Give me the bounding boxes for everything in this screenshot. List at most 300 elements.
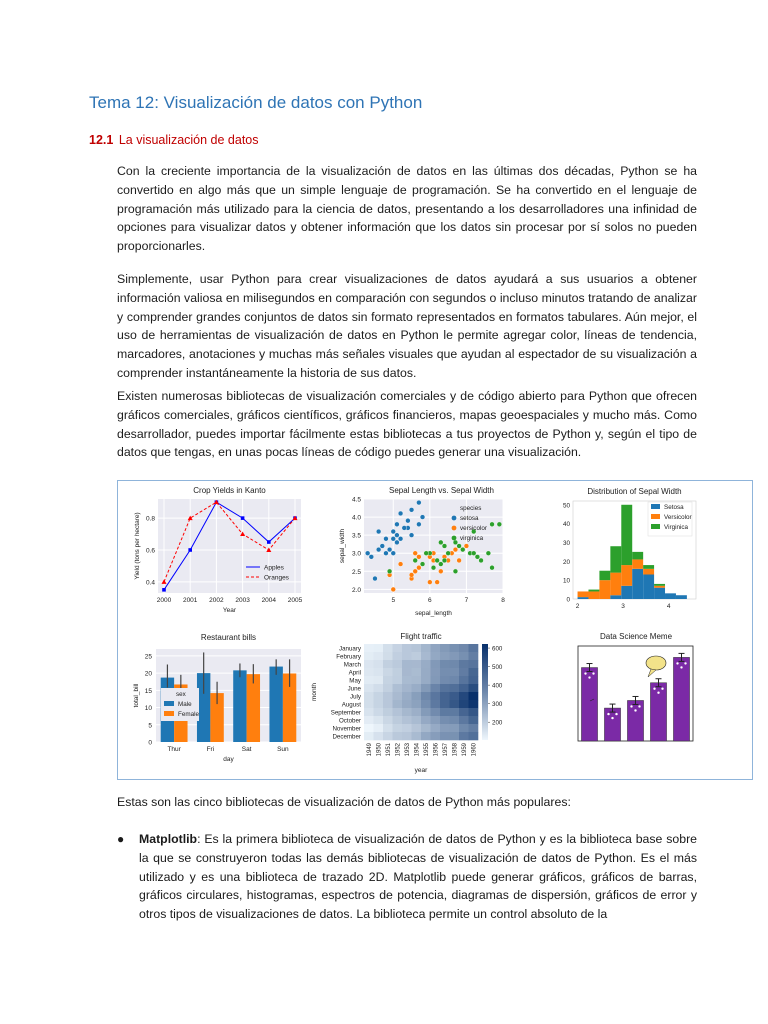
heatmap-row-label: September bbox=[330, 709, 361, 717]
scatter-point bbox=[416, 522, 421, 527]
meme-dot bbox=[615, 713, 617, 715]
scatter-point bbox=[395, 522, 400, 527]
heatmap-colorbar bbox=[482, 644, 488, 740]
heatmap-cell bbox=[431, 676, 441, 684]
heatmap-cell bbox=[402, 644, 412, 652]
scatter-point bbox=[427, 580, 432, 585]
crop-legend-label: Apples bbox=[264, 564, 284, 572]
meme-dot bbox=[592, 672, 594, 674]
hist-bar bbox=[643, 565, 654, 569]
crop-xtick: 2001 bbox=[182, 597, 198, 604]
heatmap-colorbar-label: 400 bbox=[492, 682, 503, 690]
scatter-point bbox=[369, 554, 374, 559]
heatmap-cell bbox=[383, 716, 393, 724]
bills-ytick: 5 bbox=[148, 722, 152, 730]
heatmap-cell bbox=[450, 676, 460, 684]
heatmap-cell bbox=[421, 692, 431, 700]
crop-point bbox=[162, 588, 166, 592]
scatter-point bbox=[416, 500, 421, 505]
heatmap-cell bbox=[469, 700, 479, 708]
heatmap-cell bbox=[431, 732, 441, 740]
scatter-point bbox=[391, 529, 396, 534]
heatmap-cell bbox=[412, 692, 422, 700]
heatmap-cell bbox=[421, 684, 431, 692]
heatmap-cell bbox=[364, 668, 374, 676]
heatmap-cell bbox=[402, 660, 412, 668]
heatmap-cell bbox=[383, 700, 393, 708]
page-title: Tema 12: Visualización de datos con Python bbox=[89, 93, 423, 112]
hist-ytick: 0 bbox=[566, 596, 570, 604]
scatter-legend-marker bbox=[452, 526, 457, 531]
heatmap-cell bbox=[364, 732, 374, 740]
scatter-xlabel: sepal_length bbox=[415, 610, 452, 617]
heatmap-col-label: 1957 bbox=[442, 743, 449, 757]
heatmap-cell bbox=[393, 700, 403, 708]
scatter-point bbox=[384, 551, 389, 556]
crop-point bbox=[188, 548, 192, 552]
heatmap-colorbar-label: 500 bbox=[492, 663, 503, 671]
scatter-ytick: 3.5 bbox=[351, 532, 361, 540]
meme-bar bbox=[604, 708, 620, 741]
heatmap-cell bbox=[450, 716, 460, 724]
scatter-legend-label: setosa bbox=[460, 515, 479, 522]
heatmap-cell bbox=[431, 716, 441, 724]
scatter-point bbox=[457, 558, 462, 563]
heatmap-row-label: March bbox=[343, 661, 361, 669]
scatter-point bbox=[420, 515, 425, 520]
heatmap-cell bbox=[450, 700, 460, 708]
hist-xtick: 2 bbox=[575, 603, 580, 610]
bills-xtick: Sun bbox=[277, 746, 289, 753]
libraries-intro: Estas son las cinco bibliotecas de visualización de datos de Python más populares: bbox=[117, 795, 571, 809]
heatmap-cell bbox=[459, 692, 469, 700]
paragraph-2: Simplemente, usar Python para crear visualizaciones de datos ayudará a sus usuarios a obtener información valiosa en milisegundos en comparación con segundos o incluso minutos tratando de analizar y comprender grandes conjuntos de datos sin formato representados en formatos tabulares. Aún mejor, el uso de herramientas de visualización de datos en Python le permite agregar color, líneas de tendencia, marcadores, anotaciones y muchas más señales visuales que ayudan al espectador de su visualización a comprender instantáneamente la historia de sus datos. bbox=[117, 272, 697, 380]
scatter-point bbox=[416, 565, 421, 570]
crop-xtick: 2003 bbox=[235, 597, 250, 604]
heatmap-cell bbox=[393, 708, 403, 716]
heatmap-cell bbox=[393, 668, 403, 676]
heatmap-cell bbox=[459, 724, 469, 732]
meme-title: Data Science Meme bbox=[599, 632, 673, 641]
heatmap-cell bbox=[402, 724, 412, 732]
heatmap-cell bbox=[459, 668, 469, 676]
hist-legend-label: Setosa bbox=[664, 504, 684, 511]
hist-ytick: 50 bbox=[562, 502, 570, 510]
heatmap-colorbar-label: 300 bbox=[492, 700, 503, 708]
scatter-point bbox=[398, 562, 403, 567]
heatmap-cell bbox=[364, 708, 374, 716]
heatmap-cell bbox=[440, 660, 450, 668]
scatter-point bbox=[387, 569, 392, 574]
heatmap-cell bbox=[364, 676, 374, 684]
scatter-point bbox=[424, 551, 429, 556]
heatmap-cell bbox=[374, 700, 384, 708]
heatmap-cell bbox=[450, 732, 460, 740]
heatmap-cell bbox=[402, 684, 412, 692]
crop-ylabel: Yield (tons per hectare) bbox=[134, 512, 141, 580]
scatter-point bbox=[365, 551, 370, 556]
hist-bar bbox=[578, 597, 589, 599]
heatmap-cell bbox=[374, 716, 384, 724]
heatmap-cell bbox=[364, 716, 374, 724]
heatmap-cell bbox=[421, 660, 431, 668]
heatmap-col-label: 1960 bbox=[471, 743, 478, 757]
heatmap-cell bbox=[459, 684, 469, 692]
crop-ytick: 0.4 bbox=[145, 579, 155, 587]
heatmap-cell bbox=[440, 668, 450, 676]
hist-ytick: 40 bbox=[562, 521, 570, 529]
bills-legend-swatch bbox=[164, 701, 174, 706]
heatmap-cell bbox=[412, 652, 422, 660]
scatter-point bbox=[420, 562, 425, 567]
heatmap-col-label: 1953 bbox=[404, 743, 411, 757]
heatmap-cell bbox=[431, 700, 441, 708]
crop-xtick: 2005 bbox=[287, 597, 303, 604]
scatter-point bbox=[457, 544, 462, 549]
heatmap-col-label: 1950 bbox=[376, 743, 383, 757]
hist-bar bbox=[665, 593, 676, 599]
heatmap-cell bbox=[431, 724, 441, 732]
scatter-legend-marker bbox=[452, 516, 457, 521]
scatter-point bbox=[402, 526, 407, 531]
crop-point bbox=[267, 540, 271, 544]
meme-dot bbox=[684, 662, 686, 664]
heatmap-cell bbox=[459, 732, 469, 740]
heatmap-row-label: November bbox=[332, 725, 361, 733]
heatmap-cell bbox=[450, 652, 460, 660]
heatmap-cell bbox=[402, 700, 412, 708]
hist-bar bbox=[621, 505, 632, 565]
scatter-point bbox=[453, 540, 458, 545]
heatmap-cell bbox=[364, 652, 374, 660]
scatter-ytick: 4.5 bbox=[351, 496, 361, 504]
heatmap-col-label: 1958 bbox=[452, 743, 459, 757]
heatmap-cell bbox=[412, 708, 422, 716]
bills-ytick: 25 bbox=[144, 653, 152, 661]
heatmap-cell bbox=[364, 684, 374, 692]
hist-bar bbox=[643, 575, 654, 600]
heatmap-cell bbox=[440, 644, 450, 652]
heatmap-cell bbox=[364, 724, 374, 732]
scatter-point bbox=[398, 511, 403, 516]
heatmap-cell bbox=[374, 692, 384, 700]
heatmap-cell bbox=[374, 724, 384, 732]
heatmap-cell bbox=[393, 684, 403, 692]
heatmap-cell bbox=[393, 692, 403, 700]
heatmap-cell bbox=[402, 652, 412, 660]
scatter-point bbox=[486, 551, 491, 556]
heatmap-ylabel: month bbox=[311, 682, 318, 702]
hist-bar bbox=[621, 565, 632, 586]
scatter-point bbox=[460, 547, 465, 552]
crop-title: Crop Yields in Kanto bbox=[193, 486, 266, 495]
scatter-point bbox=[413, 569, 418, 574]
heatmap-cell bbox=[440, 684, 450, 692]
crop-xtick: 2004 bbox=[261, 597, 277, 604]
heatmap-cell bbox=[383, 652, 393, 660]
paragraph-1: Con la creciente importancia de la visualización de datos en las últimas dos décadas, Python se ha convertido en algo más que un simple lenguaje de programación. Se ha convertido en el lenguaje de programación más utilizado para la ciencia de datos, presentando a los desarrolladores una infinidad de opciones para visualizar datos y obtener información que los datos sin procesar por sí solos no pueden proporcionarles. bbox=[117, 164, 697, 254]
bills-xtick: Sat bbox=[241, 746, 252, 753]
heatmap-cell bbox=[469, 644, 479, 652]
heatmap-cell bbox=[459, 660, 469, 668]
heatmap-cell bbox=[364, 660, 374, 668]
heatmap-cell bbox=[393, 652, 403, 660]
hist-bar bbox=[588, 590, 599, 592]
hist-bar bbox=[621, 586, 632, 599]
heatmap-cell bbox=[459, 676, 469, 684]
bills-bar bbox=[233, 670, 246, 742]
scatter-point bbox=[413, 551, 418, 556]
heatmap-cell bbox=[421, 732, 431, 740]
heatmap-cell bbox=[421, 644, 431, 652]
heatmap-cell bbox=[431, 668, 441, 676]
hist-bar bbox=[654, 584, 665, 586]
heatmap-cell bbox=[431, 652, 441, 660]
heatmap-col-label: 1952 bbox=[395, 743, 402, 757]
hist-legend-swatch bbox=[651, 524, 660, 529]
heatmap-cell bbox=[412, 676, 422, 684]
heatmap-cell bbox=[393, 660, 403, 668]
bills-ylabel: total_bill bbox=[133, 683, 140, 708]
scatter-legend-marker bbox=[452, 536, 457, 541]
hist-bar bbox=[654, 586, 665, 588]
heatmap-cell bbox=[402, 716, 412, 724]
scatter-point bbox=[471, 551, 476, 556]
heatmap-cell bbox=[469, 668, 479, 676]
heatmap-cell bbox=[383, 676, 393, 684]
scatter-point bbox=[380, 544, 385, 549]
scatter-ylabel: sepal_width bbox=[339, 528, 346, 564]
heatmap-colorbar-label: 200 bbox=[492, 719, 503, 727]
bills-xlabel: day bbox=[223, 756, 234, 763]
bills-ytick: 20 bbox=[144, 670, 152, 678]
hist-ytick: 30 bbox=[562, 539, 570, 547]
heatmap-col-label: 1955 bbox=[423, 743, 430, 757]
heatmap-cell bbox=[469, 684, 479, 692]
heatmap-cell bbox=[450, 668, 460, 676]
heatmap-col-label: 1949 bbox=[366, 743, 373, 757]
section-title: La visualización de datos bbox=[118, 133, 259, 147]
scatter-point bbox=[409, 573, 414, 578]
library-description: : Es la primera biblioteca de visualización de datos de Python y es la biblioteca base sobre la que se construyeron todas las demás bibliotecas de visualización de datos de Python. Es el más utilizado y es una biblioteca de trazado 2D. Matplotlib puede generar gráficos, gráficos de barras, gráficos circulares, histogramas, espectros de potencia, diagramas de dispersión, gráficos de error y otros tipos de visualizaciones de datos. La biblioteca permite un control absoluto de la bbox=[139, 832, 697, 922]
heatmap-row-label: April bbox=[348, 669, 361, 677]
meme-dot bbox=[680, 666, 682, 668]
crop-ytick: 0.8 bbox=[145, 515, 155, 523]
scatter-point bbox=[453, 569, 458, 574]
heatmap-cell bbox=[459, 644, 469, 652]
heatmap-cell bbox=[364, 692, 374, 700]
scatter-xtick: 5 bbox=[391, 597, 396, 604]
crop-xlabel: Year bbox=[222, 607, 237, 614]
heatmap-cell bbox=[440, 708, 450, 716]
heatmap-row-label: June bbox=[347, 685, 361, 693]
section-heading bbox=[89, 133, 259, 147]
scatter-point bbox=[387, 547, 392, 552]
meme-dot bbox=[634, 709, 636, 711]
heatmap-cell bbox=[364, 700, 374, 708]
scatter-point bbox=[431, 565, 436, 570]
bills-ytick: 10 bbox=[144, 705, 152, 713]
heatmap-cell bbox=[393, 732, 403, 740]
hist-ytick: 10 bbox=[562, 577, 570, 585]
meme-dot bbox=[611, 717, 613, 719]
heatmap-cell bbox=[440, 692, 450, 700]
scatter-point bbox=[395, 533, 400, 538]
heatmap-col-label: 1954 bbox=[414, 743, 421, 757]
heatmap-title: Flight traffic bbox=[400, 632, 442, 641]
hist-bar bbox=[610, 573, 621, 596]
meme-bar bbox=[673, 657, 689, 741]
scatter-point bbox=[416, 554, 421, 559]
heatmap-cell bbox=[421, 668, 431, 676]
heatmap-cell bbox=[431, 708, 441, 716]
scatter-point bbox=[497, 522, 502, 527]
hist-xtick: 3 bbox=[621, 603, 625, 610]
bills-xtick: Fri bbox=[206, 746, 215, 753]
hist-legend-swatch bbox=[651, 514, 660, 519]
scatter-point bbox=[405, 518, 410, 523]
heatmap-cell bbox=[383, 692, 393, 700]
heatmap-cell bbox=[469, 660, 479, 668]
heatmap-cell bbox=[374, 652, 384, 660]
scatter-point bbox=[438, 540, 443, 545]
heatmap-cell bbox=[459, 700, 469, 708]
scatter-legend-title: species bbox=[460, 505, 482, 512]
scatter-xtick: 7 bbox=[464, 597, 469, 604]
heatmap-cell bbox=[440, 652, 450, 660]
scatter-point bbox=[435, 558, 440, 563]
heatmap-cell bbox=[450, 684, 460, 692]
heatmap-cell bbox=[450, 660, 460, 668]
scatter-point bbox=[438, 569, 443, 574]
heatmap-cell bbox=[402, 692, 412, 700]
hist-bar bbox=[578, 591, 589, 597]
heatmap-cell bbox=[374, 660, 384, 668]
scatter-point bbox=[391, 551, 396, 556]
heatmap-cell bbox=[393, 724, 403, 732]
hist-bar bbox=[643, 569, 654, 575]
hist-bar bbox=[610, 595, 621, 599]
heatmap-cell bbox=[459, 652, 469, 660]
heatmap-cell bbox=[431, 644, 441, 652]
bills-xtick: Thur bbox=[167, 746, 181, 753]
hist-ytick: 20 bbox=[562, 558, 570, 566]
heatmap-cell bbox=[412, 644, 422, 652]
scatter-point bbox=[453, 547, 458, 552]
scatter-ytick: 2.5 bbox=[351, 568, 361, 576]
heatmap-cell bbox=[469, 724, 479, 732]
heatmap-xlabel: year bbox=[414, 767, 428, 774]
heatmap-cell bbox=[383, 708, 393, 716]
heatmap-cell bbox=[402, 676, 412, 684]
scatter-point bbox=[376, 547, 381, 552]
heatmap-cell bbox=[469, 732, 479, 740]
bills-legend-title: sex bbox=[176, 691, 186, 698]
heatmap-cell bbox=[374, 668, 384, 676]
heatmap-cell bbox=[393, 644, 403, 652]
bills-title: Restaurant bills bbox=[200, 633, 257, 642]
hist-bar bbox=[599, 580, 610, 599]
heatmap-cell bbox=[459, 708, 469, 716]
scatter-point bbox=[376, 529, 381, 534]
scatter-point bbox=[442, 544, 447, 549]
hist-bar bbox=[654, 588, 665, 599]
meme-dot bbox=[653, 688, 655, 690]
heatmap-cell bbox=[383, 732, 393, 740]
heatmap-cell bbox=[402, 708, 412, 716]
heatmap-cell bbox=[402, 668, 412, 676]
bills-bar bbox=[247, 674, 260, 742]
scatter-point bbox=[373, 576, 378, 581]
scatter-point bbox=[391, 587, 396, 592]
scatter-ytick: 4.0 bbox=[351, 514, 361, 522]
paragraph-3: Existen numerosas bibliotecas de visualización comerciales y de código abierto para Python que ofrecen gráficos comerciales, gráficos científicos, gráficos financieros, mapas geoespaciales y mucho más. Como desarrollador, puedes importar fácilmente estas bibliotecas a tus proyectos de Python y, según el tipo de datos que tengas, en unas pocas líneas de código puedes generar una visualización. bbox=[117, 389, 697, 460]
charts-figure bbox=[117, 480, 753, 780]
heatmap-cell bbox=[431, 692, 441, 700]
heatmap-cell bbox=[450, 692, 460, 700]
heatmap-cell bbox=[412, 684, 422, 692]
scatter-point bbox=[409, 533, 414, 538]
meme-dot bbox=[657, 692, 659, 694]
heatmap-cell bbox=[431, 660, 441, 668]
bills-bar bbox=[269, 667, 282, 742]
scatter-point bbox=[446, 551, 451, 556]
scatter-point bbox=[398, 536, 403, 541]
heatmap-cell bbox=[374, 676, 384, 684]
charts-svg bbox=[118, 481, 754, 781]
meme-dot bbox=[676, 662, 678, 664]
heatmap-cell bbox=[383, 660, 393, 668]
heatmap-cell bbox=[469, 676, 479, 684]
crop-xtick: 2002 bbox=[209, 597, 224, 604]
heatmap-row-label: February bbox=[336, 653, 361, 661]
scatter-point bbox=[490, 565, 495, 570]
bills-legend-label: Male bbox=[178, 701, 192, 708]
scatter-title: Sepal Length vs. Sepal Width bbox=[389, 486, 494, 495]
heatmap-col-label: 1951 bbox=[385, 743, 392, 757]
heatmap-cell bbox=[440, 700, 450, 708]
library-name: Matplotlib bbox=[139, 832, 198, 846]
hist-legend-label: Versicolor bbox=[664, 514, 692, 521]
heatmap-cell bbox=[374, 732, 384, 740]
heatmap-cell bbox=[393, 676, 403, 684]
meme-dot bbox=[630, 705, 632, 707]
scatter-ytick: 2.0 bbox=[351, 586, 361, 594]
scatter-point bbox=[409, 507, 414, 512]
heatmap-cell bbox=[421, 724, 431, 732]
heatmap-cell bbox=[469, 716, 479, 724]
meme-bar bbox=[650, 683, 666, 741]
heatmap-cell bbox=[374, 684, 384, 692]
heatmap-cell bbox=[412, 700, 422, 708]
heatmap-cell bbox=[383, 684, 393, 692]
scatter-point bbox=[490, 522, 495, 527]
scatter-point bbox=[395, 540, 400, 545]
scatter-point bbox=[438, 562, 443, 567]
scatter-legend-label: virginica bbox=[460, 535, 484, 542]
bills-legend-label: Female bbox=[178, 711, 199, 718]
bills-ytick: 0 bbox=[148, 739, 152, 747]
heatmap-cell bbox=[374, 644, 384, 652]
scatter-xtick: 6 bbox=[428, 597, 432, 604]
hist-bar bbox=[588, 591, 599, 599]
scatter-legend-label: versicolor bbox=[460, 525, 487, 532]
heatmap-cell bbox=[421, 652, 431, 660]
meme-bar bbox=[627, 700, 643, 741]
crop-point bbox=[241, 516, 245, 520]
heatmap-row-label: August bbox=[341, 701, 361, 709]
heatmap-cell bbox=[364, 644, 374, 652]
